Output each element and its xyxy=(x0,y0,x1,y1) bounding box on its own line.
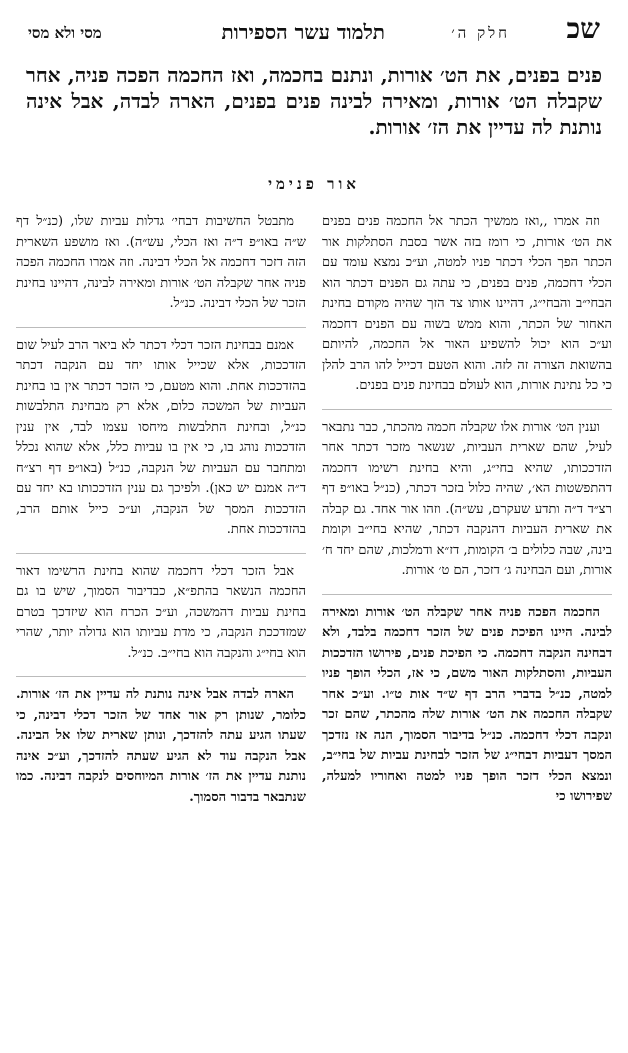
section-title: אור פנימי xyxy=(268,175,360,193)
paragraph: החכמה הפכה פניה אחר שקבלה הט׳ אורות ומאירה לבינה. היינו הפיכת פנים של הזכר דחכמה בלבד, ולא דבחינה הנקבה דחכמה. כי הפיכת פנים, פירושו הזדככות העביות, והסתלקות האור משם, כי אז, הכלי הופך פניו למטה, כנ״ל בדברי הרב דף ש״ד אות ט״ו. וע״כ אחר שקבלה החכמה את הט׳ אורות שלה מהכתר, שהם זכר ונקבה דכלי דחכמה. כנ״ל בדיבור הסמוך, הנה אז נזדכך המסך דעביות דבחי״ג של הזכר לבחינת עביות של בחי״ב, ונמצא הכלי דזכר הופך פניו למטה ואחוריו למעלה, שפירושו כי xyxy=(322,594,612,808)
paragraph: הארה לבדה אבל אינה נותנת לה עדיין את הז׳ אורות. כלומר, שנותן רק אור אחד של הזכר דכלי דבינה, כי שעתו הגיע עתה להזדכך, ונותן שארית שלו אל הבינה. אבל הנקבה עוד לא הגיע שעתה להזדכך, וע״כ אינה נותנת עדיין את הז׳ אורות המיוחסים לנקבה דבינה. כמו שנתבאר בדבור הסמוך. xyxy=(16,676,306,808)
paragraph: מתבטל החשיבות דבחי׳ גדלות עביות שלו, (כנ״ל דף ש״ה באו״פ ד״ה ואז הכלי, עש״ה). ואז מושפע השארית הזה דזכר דחכמה אל הכלי דבינה. וזה אמרו החכמה הפכה פניה אחר שקבלה הט׳ אורות ומאירה לבינה, דהיינו בחינת הזכר של הכלי דבינה. כנ״ל. xyxy=(16,214,306,311)
book-title: תלמוד עשר הספירות xyxy=(221,20,385,44)
running-header xyxy=(28,12,600,52)
right-column xyxy=(322,212,612,820)
left-column xyxy=(16,212,306,820)
page-number: שכ xyxy=(566,12,600,45)
section-subtitle: מסי ולא מסי xyxy=(28,24,102,42)
paragraph: אבל הזכר דכלי דחכמה שהוא בחינת הרשימו דאור החכמה הנשאר בהתפ״א, כבדיבור הסמוך, שיש בו גם בחינת עביות דהמשכה, וע״כ הכרח הוא שיזדכך בטרם שמזדככת הנקבה, כי מדת עביותו הוא גדולה יותר, שהרי הוא בחי״ג והנקבה הוא בחי״ב. כנ״ל. xyxy=(16,553,306,665)
intro-paragraph: פנים בפנים, את הט׳ אורות, ונתנם בחכמה, ואז החכמה הפכה פניה, אחר שקבלה הט׳ אורות, ומאירה לבינה פנים בפנים, הארה לבדה, אבל אינה נותנת לה עדיין את הז׳ אורות. xyxy=(26,63,602,139)
paragraph: וענין הט׳ אורות אלו שקבלה חכמה מהכתר, כבר נתבאר לעיל, שהם שארית העביות, שנשאר מזכר דכתר אחר הזדככותו, שהיא בחי״ג, והיא בחינת רשימו דחכמה דהתפשטות הא׳, שהיה כלול בזכר דכתר, (כנ״ל באו״פ דף רצ״ד ד״ה ותדע שעקרם, עש״ה). וזהו אור אחד. גם קבלה את שארית העביות דהנקבה דכתר, שהיא בחי״ב וקומת בינה, שבה כלולים ב׳ הקומות, דז״א ודמלכות, שהם יחד ח׳ אורות, ועם הבחינה ג׳ דזכר, הם ט׳ אורות. xyxy=(322,409,612,582)
paragraph: אמנם בבחינת הזכר דכלי דכתר לא ביאר הרב לעיל שום הזדככות, אלא שכייל אותו יחד עם הנקבה דכתר בהזדככות אחת. והוא מטעם, כי הזכר דכתר אין בו בחינת העביות של המשכה כלום, אלא רק מבחינת התלבשות כנ״ל, ובחינת התלבשות מיחסו עצמו לבד, אין ענין הזדככות נוהג בו, כי אין בו עביות כלל, אלא שהוא נכלל ומתחבר עם העביות של הנקבה, כנ״ל (באו״פ דף רצ״ח ד״ה אמנם יש כאן). ולפיכך גם ענין הזדככותו בא יחד עם הזדככות המסך של הנקבה, וע״כ כייל אותם הרב, בהזדככות אחת. xyxy=(16,327,306,541)
paragraph: וזה אמרו ,,ואז ממשיך הכתר אל החכמה פנים בפנים את הט׳ אורות, כי רומז בזה אשר בסבת הסתלקות אור הכתר הפך הכלי דכתר פניו למטה, וע״כ נמצא עומד עם הכלי דחכמה, פנים בפנים, כי עתה גם הפנים דכתר הוא הבחי״ב והבחי״ג, דהיינו אותו צד הזך שהיה מקודם בחינת האחור של הכתר, והוא ממש בשוה עם הפנים דחכמה וע״כ הוא יכול להשפיע האור אל החכמה, להיותם בהשואת הצורה זה לזה. והוא הטעם דכייל להו הרב להלן כי כל נתינת אורות, הוא לעולם בבחינת פנים בפנים. xyxy=(322,214,612,393)
part-label: חלק ה׳ xyxy=(451,24,510,42)
